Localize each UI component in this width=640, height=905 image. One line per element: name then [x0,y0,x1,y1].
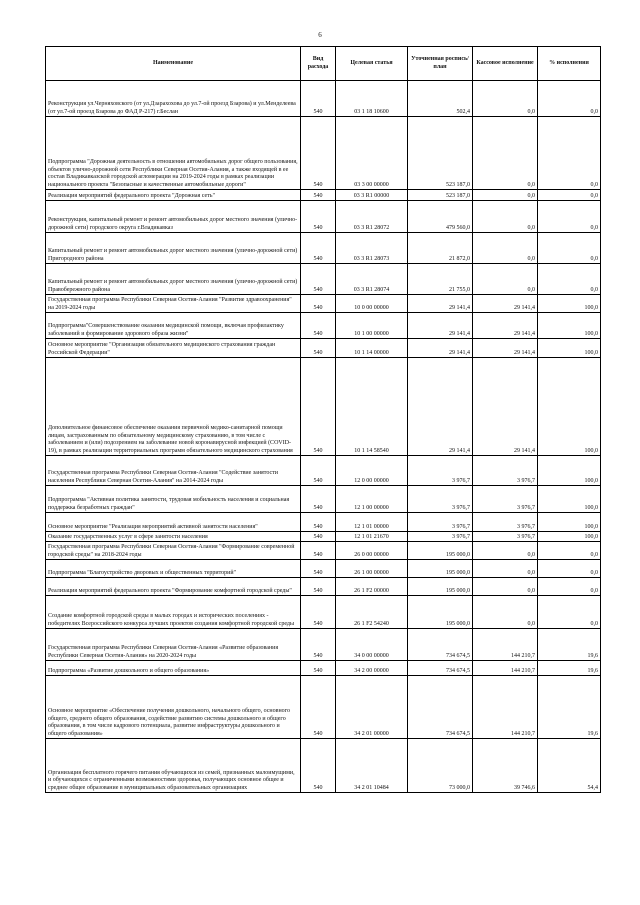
row-name-cell: Реализация мероприятий федерального проекта "Дорожная сеть" [46,190,301,201]
row-name-cell: Основное мероприятие "Организация обязательного медицинского страхования граждан Российской Федерации" [46,339,301,358]
row-cash-cell: 0,0 [473,264,538,295]
row-type-cell: 540 [301,358,336,456]
row-article-cell: 03 3 R1 28072 [336,201,408,233]
table-row [46,578,601,596]
table-row [46,739,601,793]
row-article-cell: 03 3 00 00000 [336,117,408,190]
row-type-cell: 540 [301,578,336,596]
row-cash-cell: 29 141,4 [473,313,538,339]
row-cash-cell: 29 141,4 [473,295,538,313]
table-row [46,201,601,233]
row-name-cell: Капитальный ремонт и ремонт автомобильных дорог местного значения (улично-дорожной сети) Правобережного района [46,264,301,295]
row-percent-cell: 0,0 [538,190,601,201]
header-refined: Уточненная роспись/план [408,47,473,81]
row-name-cell: Реализация мероприятий федерального проекта "Формирование комфортной городской среды" [46,578,301,596]
row-type-cell: 540 [301,190,336,201]
row-name-cell: Основное мероприятие «Обеспечение получения дошкольного, начального общего, основного общего, среднего общего образования, содействие развитию системы дошкольного и общего образования, в том числе кадрового потенциала, развитие инфраструктуры дошкольного и общего образования» [46,676,301,739]
table-row [46,542,601,560]
row-cash-cell: 3 976,7 [473,456,538,486]
row-type-cell: 540 [301,560,336,578]
row-type-cell: 540 [301,596,336,629]
row-percent-cell: 0,0 [538,596,601,629]
row-article-cell: 03 3 R1 28074 [336,264,408,295]
table-row [46,456,601,486]
row-cash-cell: 0,0 [473,560,538,578]
table-row [46,532,601,542]
row-refined-cell: 21 872,0 [408,233,473,264]
row-article-cell: 10 1 14 00000 [336,339,408,358]
row-refined-cell: 502,4 [408,81,473,117]
row-refined-cell: 195 000,0 [408,596,473,629]
row-type-cell: 540 [301,542,336,560]
table-row [46,264,601,295]
row-type-cell: 540 [301,117,336,190]
row-article-cell: 10 0 00 00000 [336,295,408,313]
row-cash-cell: 3 976,7 [473,486,538,513]
row-percent-cell: 100,0 [538,532,601,542]
row-refined-cell: 734 674,5 [408,676,473,739]
row-type-cell: 540 [301,532,336,542]
row-percent-cell: 0,0 [538,81,601,117]
row-cash-cell: 29 141,4 [473,339,538,358]
row-cash-cell: 0,0 [473,201,538,233]
row-name-cell: Государственная программа Республики Северная Осетия-Алания «Развитие образования Республики Северная Осетия-Алания» на 2020-2024 годы [46,629,301,661]
row-percent-cell: 100,0 [538,358,601,456]
header-name: Наименование [46,47,301,81]
row-refined-cell: 29 141,4 [408,295,473,313]
row-name-cell: Подпрограмма "Благоустройство дворовых и общественных территорий" [46,560,301,578]
row-refined-cell: 29 141,4 [408,358,473,456]
table-row [46,358,601,456]
row-refined-cell: 195 000,0 [408,578,473,596]
row-refined-cell: 734 674,5 [408,661,473,676]
row-article-cell: 34 2 01 00000 [336,676,408,739]
row-name-cell: Оказание государственных услуг в сфере занятости населения [46,532,301,542]
table-row [46,233,601,264]
row-percent-cell: 0,0 [538,560,601,578]
table-row [46,596,601,629]
row-refined-cell: 29 141,4 [408,339,473,358]
row-cash-cell: 0,0 [473,542,538,560]
row-refined-cell: 479 560,0 [408,201,473,233]
table-row [46,629,601,661]
header-percent: % исполнения [538,47,601,81]
row-article-cell: 03 3 R1 28073 [336,233,408,264]
table-row [46,486,601,513]
row-cash-cell: 0,0 [473,190,538,201]
row-name-cell: Подпрограмма "Активная политика занятости, трудовая мобильность населения и социальная поддержка безработных граждан" [46,486,301,513]
row-percent-cell: 100,0 [538,456,601,486]
row-refined-cell: 3 976,7 [408,486,473,513]
row-name-cell: Организация бесплатного горячего питания обучающихся из семей, признанных малоимущими, и обучающихся с ограниченными возможностями здоровья, получающих основное общее и среднее общее образование в муниципальных образовательных организациях [46,739,301,793]
header-cash: Кассовое исполнение [473,47,538,81]
row-type-cell: 540 [301,264,336,295]
row-name-cell: Создание комфортной городской среды в малых городах и исторических поселениях - победителях Всероссийского конкурса лучших проектов создания комфортной городской среды [46,596,301,629]
row-refined-cell: 523 187,0 [408,190,473,201]
row-article-cell: 03 1 18 10600 [336,81,408,117]
row-article-cell: 26 1 F2 54240 [336,596,408,629]
row-article-cell: 26 0 00 00000 [336,542,408,560]
row-name-cell: Государственная программа Республики Северная Осетия-Алания "Развитие здравоохранения" на 2019-2024 годы [46,295,301,313]
row-percent-cell: 100,0 [538,313,601,339]
row-article-cell: 10 1 00 00000 [336,313,408,339]
row-percent-cell: 0,0 [538,233,601,264]
row-type-cell: 540 [301,201,336,233]
row-refined-cell: 734 674,5 [408,629,473,661]
row-cash-cell: 0,0 [473,596,538,629]
row-name-cell: Подпрограмма "Дорожная деятельность в отношении автомобильных дорог общего пользования, объектов улично-дорожной сети Республики Северная Осетия-Алания, а также входящей в ее состав Владикавказской городской агломерации на 2019-2024 годы в рамках реализации национального проекта "Безопасные и качественные автомобильные дороги" [46,117,301,190]
row-type-cell: 540 [301,661,336,676]
row-cash-cell: 39 746,6 [473,739,538,793]
row-percent-cell: 19,6 [538,661,601,676]
row-name-cell: Реконструкция ул.Черняховского (от ул.Дзарахохова до ул.7-ой проезд Бзарова) и ул.Менделеева (от ул.7-ой проезд Бзарова до ФАД Р-217) г.Беслан [46,81,301,117]
row-article-cell: 34 0 00 00000 [336,629,408,661]
header-type: Вид расхода [301,47,336,81]
row-type-cell: 540 [301,739,336,793]
row-name-cell: Государственная программа Республики Северная Осетия-Алания "Содействие занятости населения Республики Северная Осетия-Алания" на 2014-2024 годы [46,456,301,486]
row-type-cell: 540 [301,456,336,486]
row-article-cell: 12 1 01 21670 [336,532,408,542]
row-refined-cell: 3 976,7 [408,513,473,532]
row-cash-cell: 29 141,4 [473,358,538,456]
row-percent-cell: 54,4 [538,739,601,793]
row-type-cell: 540 [301,676,336,739]
table-row [46,190,601,201]
row-type-cell: 540 [301,295,336,313]
page-number: 6 [318,31,322,39]
row-percent-cell: 100,0 [538,295,601,313]
row-percent-cell: 100,0 [538,513,601,532]
row-refined-cell: 21 755,0 [408,264,473,295]
row-article-cell: 26 1 F2 00000 [336,578,408,596]
row-refined-cell: 73 000,0 [408,739,473,793]
row-refined-cell: 29 141,4 [408,313,473,339]
row-type-cell: 540 [301,233,336,264]
row-type-cell: 540 [301,339,336,358]
row-article-cell: 12 0 00 00000 [336,456,408,486]
table-row [46,661,601,676]
row-refined-cell: 195 000,0 [408,542,473,560]
row-cash-cell: 0,0 [473,233,538,264]
row-cash-cell: 144 210,7 [473,676,538,739]
row-cash-cell: 144 210,7 [473,629,538,661]
table-row [46,560,601,578]
row-cash-cell: 0,0 [473,117,538,190]
row-name-cell: Реконструкция, капитальный ремонт и ремонт автомобильных дорог местного значения (улично-дорожной сети) городского округа г.Владикавказ [46,201,301,233]
row-cash-cell: 0,0 [473,81,538,117]
row-article-cell: 10 1 14 58540 [336,358,408,456]
row-name-cell: Дополнительное финансовое обеспечение оказания первичной медико-санитарной помощи лицам, застрахованным по обязательному медицинскому страхованию, в том числе с заболеванием и (или) подозрением на заболевание новой коронавирусной инфекцией (COVID-19), в рамках реализации территориальных программ обязательного медицинского страхования [46,358,301,456]
row-percent-cell: 19,6 [538,629,601,661]
row-refined-cell: 523 187,0 [408,117,473,190]
budget-table [45,46,601,793]
row-type-cell: 540 [301,629,336,661]
table-row [46,81,601,117]
row-percent-cell: 19,6 [538,676,601,739]
row-percent-cell: 0,0 [538,264,601,295]
table-row [46,513,601,532]
table-row [46,295,601,313]
row-refined-cell: 3 976,7 [408,532,473,542]
table-row [46,339,601,358]
row-name-cell: Основное мероприятие "Реализация мероприятий активной занятости населения" [46,513,301,532]
row-percent-cell: 0,0 [538,117,601,190]
row-name-cell: Государственная программа Республики Северная Осетия-Алания "Формирование современной городской среды" на 2018-2024 годы [46,542,301,560]
row-refined-cell: 3 976,7 [408,456,473,486]
row-cash-cell: 144 210,7 [473,661,538,676]
row-name-cell: Капитальный ремонт и ремонт автомобильных дорог местного значения (улично-дорожной сети) Пригородного района [46,233,301,264]
table-row [46,313,601,339]
table-row [46,117,601,190]
row-article-cell: 34 2 00 00000 [336,661,408,676]
row-type-cell: 540 [301,81,336,117]
row-percent-cell: 100,0 [538,486,601,513]
row-type-cell: 540 [301,486,336,513]
row-percent-cell: 0,0 [538,201,601,233]
table-body [46,81,601,793]
row-article-cell: 12 1 01 00000 [336,513,408,532]
row-article-cell: 12 1 00 00000 [336,486,408,513]
row-refined-cell: 195 000,0 [408,560,473,578]
row-percent-cell: 100,0 [538,339,601,358]
row-article-cell: 03 3 R1 00000 [336,190,408,201]
row-name-cell: Подпрограмма"Совершенствование оказания медицинской помощи, включая профилактику заболеваний и формирование здорового образа жизни" [46,313,301,339]
row-article-cell: 26 1 00 00000 [336,560,408,578]
row-cash-cell: 3 976,7 [473,513,538,532]
row-cash-cell: 0,0 [473,578,538,596]
row-type-cell: 540 [301,313,336,339]
header-article: Целевая статья [336,47,408,81]
table-header-row [46,47,601,81]
row-name-cell: Подпрограмма «Развитие дошкольного и общего образования» [46,661,301,676]
row-cash-cell: 3 976,7 [473,532,538,542]
row-type-cell: 540 [301,513,336,532]
table-row [46,676,601,739]
row-percent-cell: 0,0 [538,542,601,560]
row-percent-cell: 0,0 [538,578,601,596]
row-article-cell: 34 2 01 10484 [336,739,408,793]
